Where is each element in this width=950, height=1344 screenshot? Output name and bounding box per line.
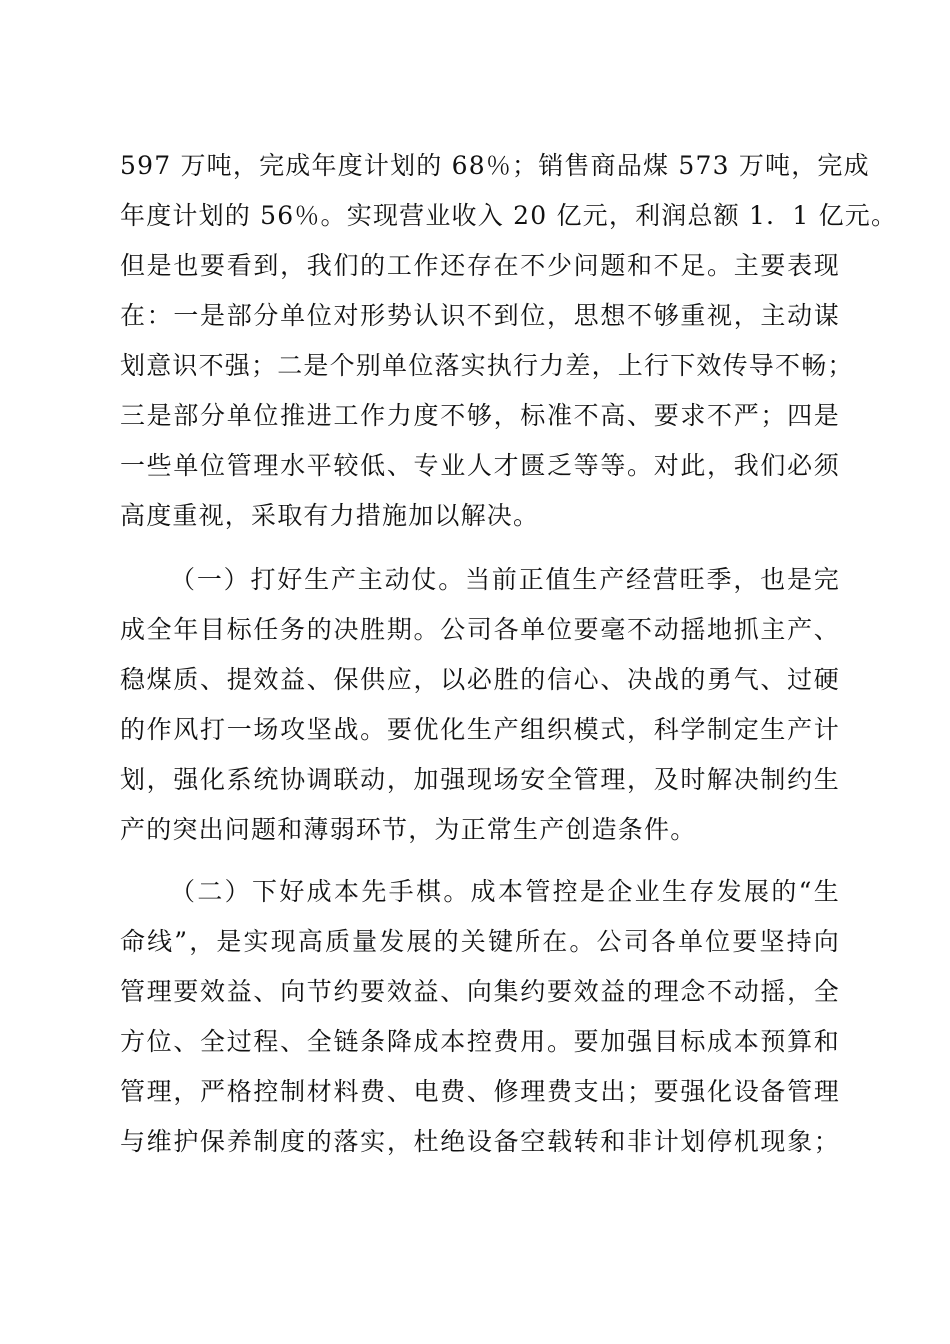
text-line: 产的突出问题和薄弱环节，为正常生产创造条件。 xyxy=(120,815,697,844)
text-line: 年度计划的 56％。实现营业收入 20 亿元，利润总额 1．1 亿元。 xyxy=(120,201,898,230)
text-line: 成全年目标任务的决胜期。公司各单位要毫不动摇地抓主产、 xyxy=(120,615,840,644)
text-line: 597 万吨，完成年度计划的 68％；销售商品煤 573 万吨，完成 xyxy=(120,151,870,180)
text-line: 稳煤质、提效益、保供应，以必胜的信心、决战的勇气、过硬 xyxy=(120,665,840,694)
text-line: 管理，严格控制材料费、电费、修理费支出；要强化设备管理 xyxy=(120,1077,840,1106)
text-line: 在：一是部分单位对形势认识不到位，思想不够重视，主动谋 xyxy=(120,301,840,330)
text-line: 方位、全过程、全链条降成本控费用。要加强目标成本预算和 xyxy=(120,1027,840,1056)
text-line: 与维护保养制度的落实，杜绝设备空载转和非计划停机现象； xyxy=(120,1127,840,1156)
text-line: 高度重视，采取有力措施加以解决。 xyxy=(120,501,540,530)
text-line: 划意识不强；二是个别单位落实执行力差，上行下效传导不畅； xyxy=(120,351,854,380)
text-line: 但是也要看到，我们的工作还存在不少问题和不足。主要表现 xyxy=(120,251,840,280)
text-line: （一）打好生产主动仗。当前正值生产经营旺季，也是完 xyxy=(170,565,840,594)
text-line: 三是部分单位推进工作力度不够，标准不高、要求不严；四是 xyxy=(120,401,840,430)
text-line: 管理要效益、向节约要效益、向集约要效益的理念不动摇，全 xyxy=(120,977,840,1006)
text-line: 划，强化系统协调联动，加强现场安全管理，及时解决制约生 xyxy=(120,765,840,794)
text-line: （二）下好成本先手棋。成本管控是企业生存发展的“生 xyxy=(170,877,840,906)
text-line: 的作风打一场攻坚战。要优化生产组织模式，科学制定生产计 xyxy=(120,715,840,744)
text-line: 一些单位管理水平较低、专业人才匮乏等等。对此，我们必须 xyxy=(120,451,840,480)
text-line: 命线”，是实现高质量发展的关键所在。公司各单位要坚持向 xyxy=(120,927,840,956)
